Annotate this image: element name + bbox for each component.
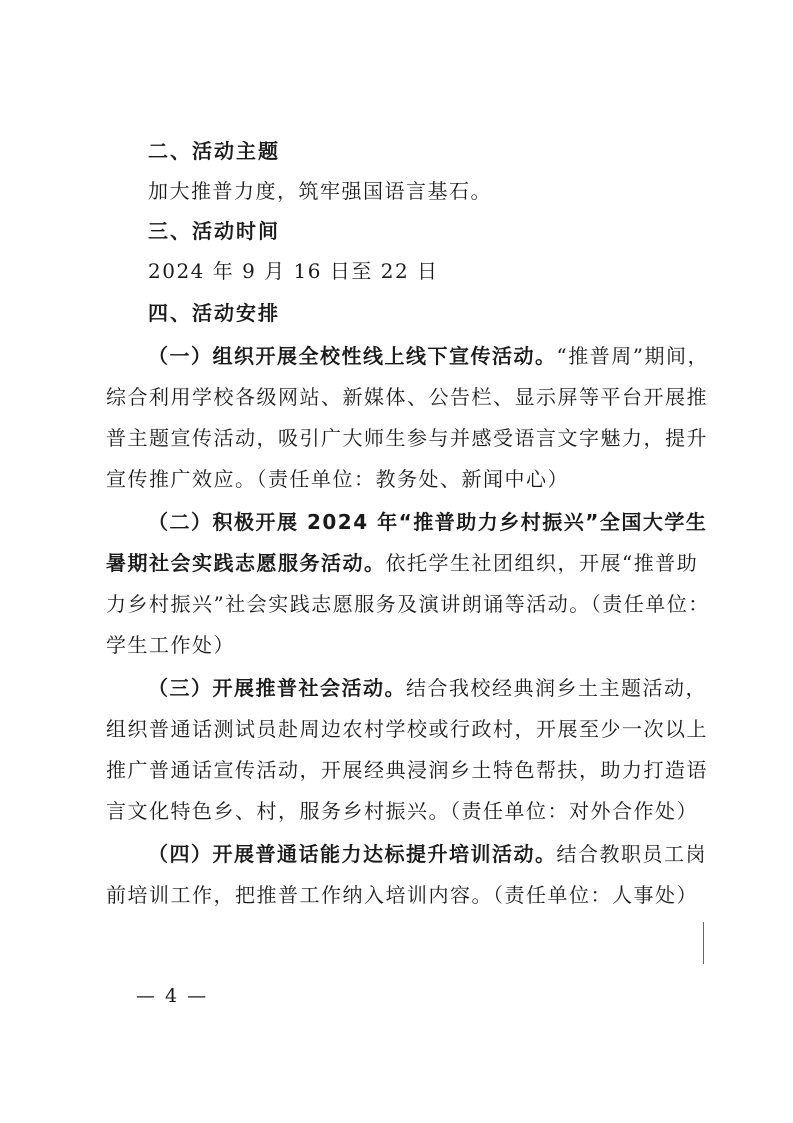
item-1-line-3: 普主题宣传活动，吸引广大师生参与并感受语言文字魅力，提升 bbox=[106, 426, 708, 450]
item-2-line-2: 力乡村振兴”社会实践志愿服务及演讲朗诵等活动。（责任单位： bbox=[106, 592, 710, 616]
item-4-first-line bbox=[148, 842, 707, 866]
section-heading-arrangement: 四、活动安排 bbox=[148, 301, 280, 325]
section-heading-theme: 二、活动主题 bbox=[148, 139, 280, 163]
item-2-second-line bbox=[106, 551, 698, 575]
item-3-line-2: 组织普通话测试员赴周边农村学校或行政村，开展至少一次以上 bbox=[106, 717, 708, 741]
item-3-line-4: 言文化特色乡、村，服务乡村振兴。（责任单位：对外合作处） bbox=[106, 799, 698, 823]
item-3-title: （三）开展推普社会活动。 bbox=[148, 676, 406, 700]
item-3-line-1: 结合我校经典润乡土主题活动， bbox=[406, 676, 707, 700]
margin-mark bbox=[703, 922, 704, 964]
item-1-line-1: “推普周”期间， bbox=[556, 344, 709, 368]
item-3-line-3: 推广普通话宣传活动，开展经典浸润乡土特色帮扶，助力打造语 bbox=[106, 758, 708, 782]
item-3-first-line bbox=[148, 676, 707, 700]
section-heading-time: 三、活动时间 bbox=[148, 219, 280, 243]
time-text: 2024 年 9 月 16 日至 22 日 bbox=[148, 259, 439, 283]
item-2-line-1: 依托学生社团组织，开展“推普助 bbox=[385, 551, 699, 575]
item-4-title: （四）开展普通话能力达标提升培训活动。 bbox=[148, 842, 557, 866]
item-1-first-line bbox=[148, 344, 709, 368]
item-2-title-line-2: 暑期社会实践志愿服务活动。 bbox=[106, 551, 386, 575]
item-2-title-line-1: （二）积极开展 2024 年“推普助力乡村振兴”全国大学生 bbox=[148, 510, 708, 534]
item-1-line-4: 宣传推广效应。（责任单位：教务处、新闻中心） bbox=[106, 467, 569, 491]
item-1-line-2: 综合利用学校各级网站、新媒体、公告栏、显示屏等平台开展推 bbox=[106, 385, 708, 409]
page-number: — 4 — bbox=[136, 985, 209, 1007]
item-4-line-2: 前培训工作，把推普工作纳入培训内容。（责任单位：人事处） bbox=[106, 883, 698, 907]
item-4-line-1: 结合教职员工岗 bbox=[556, 842, 707, 866]
theme-text: 加大推普力度，筑牢强国语言基石。 bbox=[148, 179, 492, 203]
item-1-title: （一）组织开展全校性线上线下宣传活动。 bbox=[148, 344, 557, 368]
item-2-line-3: 学生工作处） bbox=[106, 633, 235, 657]
